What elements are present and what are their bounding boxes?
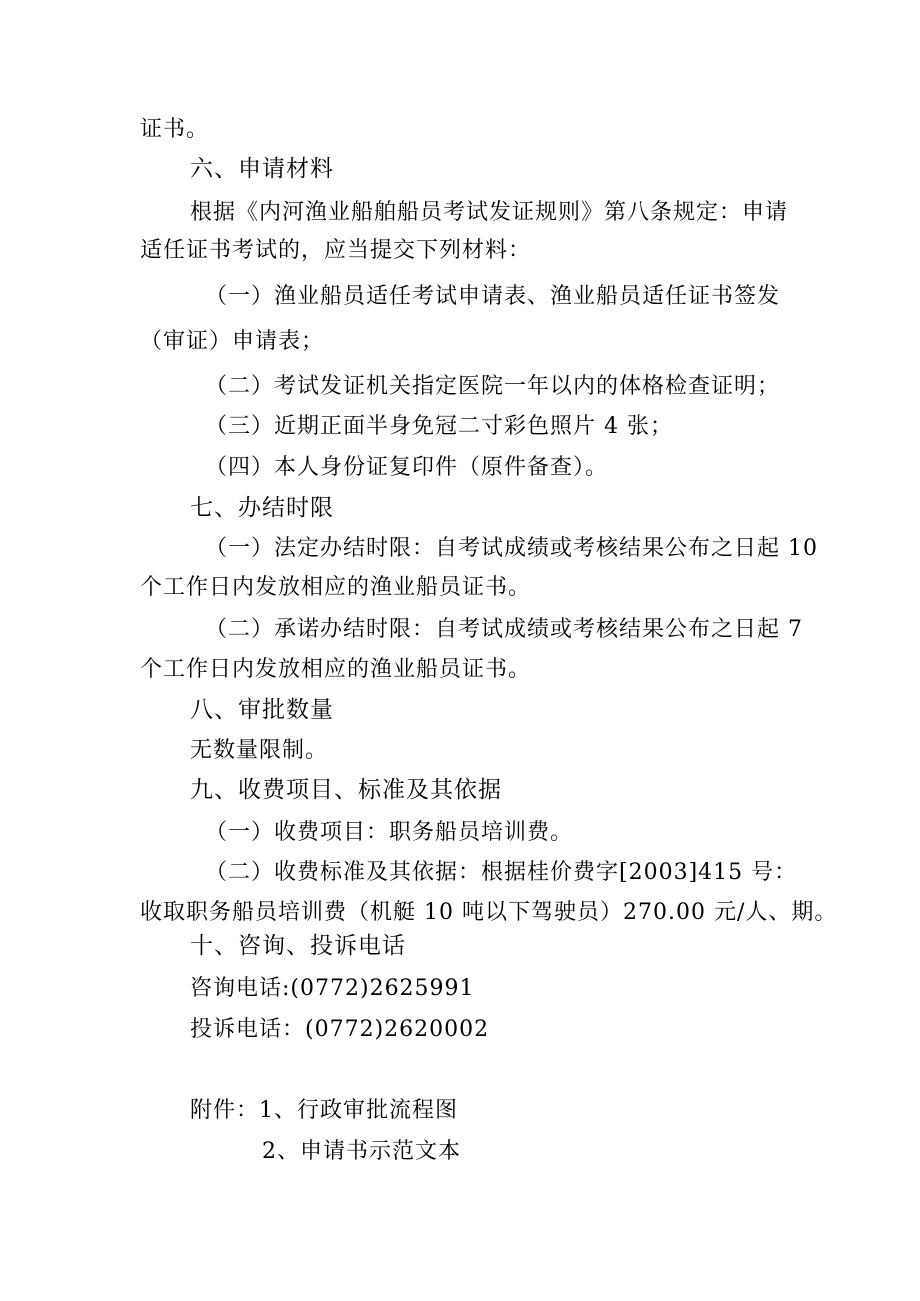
section-6-item-2: （二）考试发证机关指定医院一年以内的体格检查证明；: [205, 374, 781, 399]
section-10-heading: 十、咨询、投诉电话: [190, 933, 406, 959]
cert-tail-text: 证书。: [140, 117, 210, 142]
section-7-item-2-line-1: （二）承诺办结时限：自考试成绩或考核结果公布之日起 7: [205, 617, 803, 642]
section-7-heading: 七、办结时限: [190, 495, 334, 521]
section-8-heading: 八、审批数量: [190, 697, 334, 723]
section-6-heading: 六、申请材料: [190, 156, 334, 182]
section-6-item-1-line-1: （一）渔业船员适任考试申请表、渔业船员适任证书签发: [205, 284, 781, 309]
attachment-line-2: 2、申请书示范文本: [262, 1139, 461, 1164]
section-7-item-2-line-2: 个工作日内发放相应的渔业船员证书。: [140, 657, 532, 682]
section-7-item-1-line-2: 个工作日内发放相应的渔业船员证书。: [140, 575, 532, 600]
section-9-item-2-line-1: （二）收费标准及其依据：根据桂价费字[2003]415 号：: [205, 860, 798, 885]
complaint-phone: 投诉电话：(0772)2620002: [190, 1017, 490, 1042]
section-6-intro-line-2: 适任证书考试的，应当提交下列材料：: [140, 238, 532, 263]
attachment-line-1: 附件：1、行政审批流程图: [190, 1098, 458, 1123]
section-9-item-1: （一）收费项目：职务船员培训费。: [205, 820, 574, 845]
section-9-heading: 九、收费项目、标准及其依据: [190, 777, 502, 803]
section-6-item-1-line-2: （审证）申请表；: [140, 329, 325, 354]
consult-phone: 咨询电话:(0772)2625991: [190, 976, 475, 1001]
section-9-item-2-line-2: 收取职务船员培训费（机艇 10 吨以下驾驶员）270.00 元/人、期。: [140, 900, 838, 925]
section-6-item-3: （三）近期正面半身免冠二寸彩色照片 4 张；: [205, 414, 673, 439]
section-8-body: 无数量限制。: [190, 738, 329, 763]
section-7-item-1-line-1: （一）法定办结时限：自考试成绩或考核结果公布之日起 10: [205, 536, 818, 561]
section-6-item-4: （四）本人身份证复印件（原件备查）。: [205, 455, 609, 480]
section-6-intro-line-1: 根据《内河渔业船舶船员考试发证规则》第八条规定：申请: [190, 200, 789, 225]
